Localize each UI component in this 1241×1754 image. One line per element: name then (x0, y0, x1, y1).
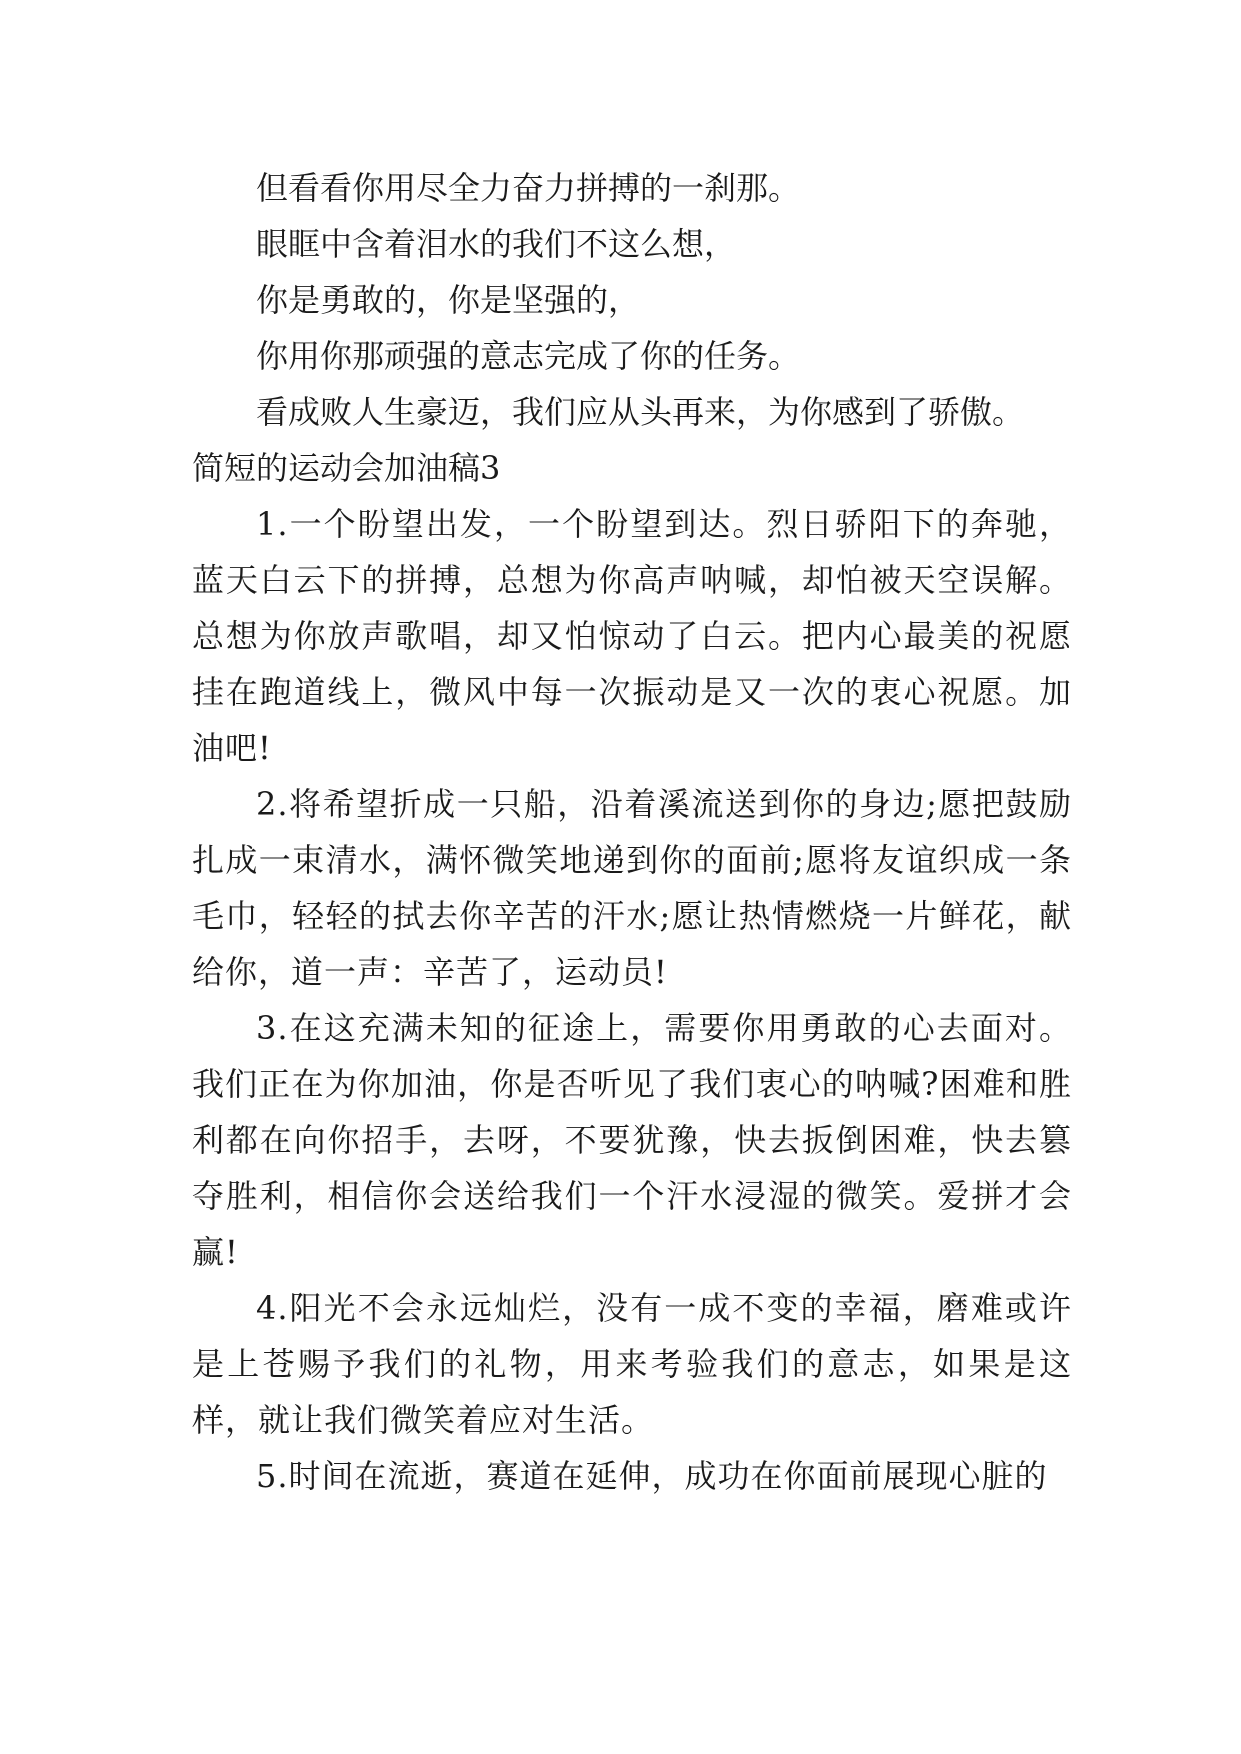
paragraph-4: 4.阳光不会永远灿烂，没有一成不变的幸福，磨难或许是上苍赐予我们的礼物，用来考验我们的意志，如果是这样，就让我们微笑着应对生活。 (192, 1289, 1072, 1439)
paragraph-3: 3.在这充满未知的征途上，需要你用勇敢的心去面对。我们正在为你加油，你是否听见了我们衷心的呐喊?困难和胜利都在向你招手，去呀，不要犹豫，快去扳倒困难，快去篡夺胜利，相信你会送给我们一个汗水浸湿的微笑。爱拼才会赢! (192, 1009, 1072, 1271)
poem-line-1: 但看看你用尽全力奋力拼搏的一刹那。 (256, 169, 801, 207)
paragraph-1: 1.一个盼望出发，一个盼望到达。烈日骄阳下的奔驰，蓝天白云下的拼搏，总想为你高声呐喊，却怕被天空误解。总想为你放声歌唱，却又怕惊动了白云。把内心最美的祝愿挂在跑道线上，微风中每一次振动是又一次的衷心祝愿。加油吧! (192, 505, 1072, 767)
poem-line-2: 眼眶中含着泪水的我们不这么想， (256, 225, 737, 263)
section-heading: 简短的运动会加油稿3 (192, 449, 501, 487)
document-body (192, 160, 1072, 1504)
poem-line-5: 看成败人生豪迈，我们应从头再来，为你感到了骄傲。 (256, 393, 1025, 431)
paragraph-5: 5.时间在流逝，赛道在延伸，成功在你面前展现心脏的 (256, 1457, 1048, 1495)
poem-line-3: 你是勇敢的，你是坚强的， (256, 281, 641, 319)
paragraph-2: 2.将希望折成一只船，沿着溪流送到你的身边;愿把鼓励扎成一束清水，满怀微笑地递到你的面前;愿将友谊织成一条毛巾，轻轻的拭去你辛苦的汗水;愿让热情燃烧一片鲜花，献给你，道一声：辛苦了，运动员! (192, 785, 1072, 991)
poem-line-4: 你用你那顽强的意志完成了你的任务。 (256, 337, 801, 375)
